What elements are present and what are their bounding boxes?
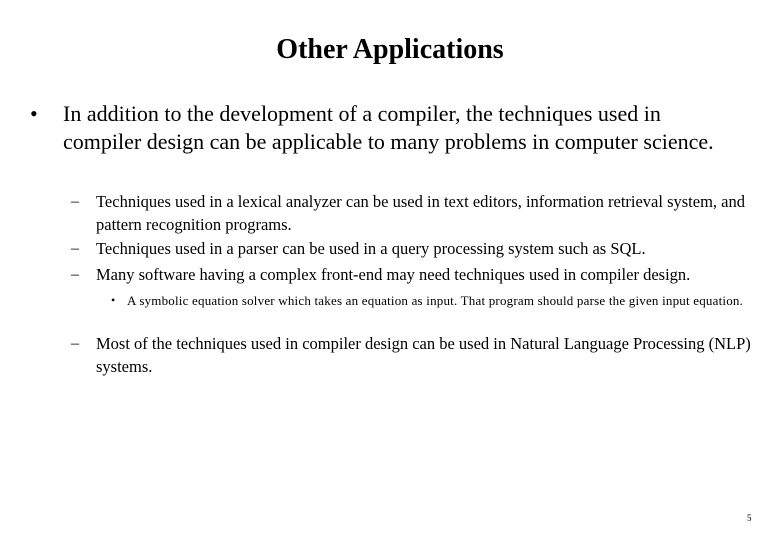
slide-title: Other Applications	[276, 34, 504, 65]
dash-marker: –	[71, 193, 79, 210]
bullet-marker-small: •	[111, 293, 116, 307]
sub-bullet-4: Most of the techniques used in compiler design can be used in Natural Language Processing (NLP) systems.	[96, 334, 751, 376]
bullet-marker: •	[30, 101, 38, 126]
dash-marker: –	[71, 266, 79, 283]
sub-bullet-2: Techniques used in a parser can be used in a query processing system such as SQL.	[96, 239, 646, 258]
page-number: 5	[747, 513, 752, 523]
sub-bullet-3: Many software having a complex front-end may need techniques used in compiler design.	[96, 265, 691, 284]
dash-marker: –	[71, 240, 79, 257]
sub-sub-bullet-1: A symbolic equation solver which takes an equation as input. That program should parse the given input equation.	[127, 293, 744, 308]
main-bullet-text: In addition to the development of a compiler, the techniques used in compiler design can be applicable to many problems in computer science.	[63, 101, 714, 154]
dash-marker: –	[71, 335, 79, 352]
sub-bullet-1: Techniques used in a lexical analyzer can be used in text editors, information retrieval system, and pattern recognition programs.	[96, 192, 745, 234]
